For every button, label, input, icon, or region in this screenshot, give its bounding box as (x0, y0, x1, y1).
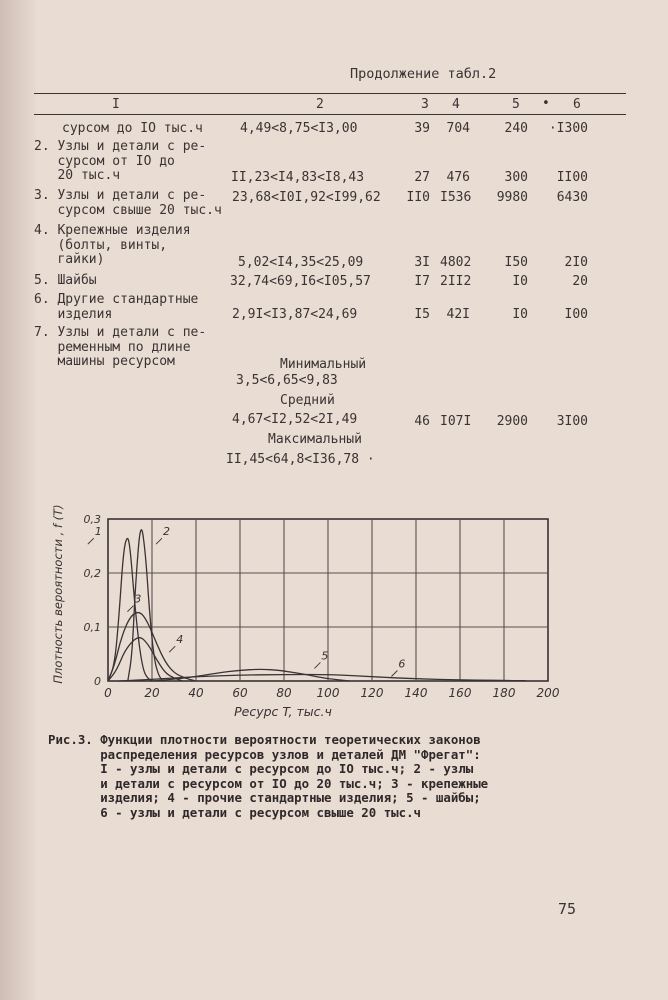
col-header-3: 3 (421, 97, 429, 112)
row2-interval: II,23<I4,83<I8,43 (231, 170, 365, 185)
plot-frame (108, 519, 548, 681)
y-tick-label: 0 (94, 675, 101, 688)
row5-label: 5. Шайбы (34, 273, 97, 288)
x-tick-label: 200 (536, 686, 560, 700)
curve-label-2: 2 (163, 525, 170, 539)
col-header-5: 5 (512, 97, 520, 112)
x-tick-label: 40 (188, 686, 204, 700)
x-tick-label: 140 (404, 686, 428, 700)
series-curve-5 (152, 669, 350, 681)
x-tick-label: 120 (360, 686, 384, 700)
row7-mid-c5: 2900 (496, 414, 528, 429)
row7-label-c: машины ресурсом (34, 354, 175, 369)
curve-leader-2 (156, 538, 162, 544)
row7-label-b: ременным по длине (34, 340, 191, 355)
row3-label-a: 3. Узлы и детали с ре- (34, 188, 207, 203)
row1-interval: 4,49<8,75<I3,00 (240, 121, 358, 136)
figure-caption: Рис.3. Функции плотности вероятности теоретических законов распределения ресурсов узлов и деталей ДМ "Фрегат": I - узлы и детали с ресурсом до IO тыс.ч; 2 - узлы и детали с ресурсом от IO до 20 тыс.ч; 3 - крепежные изделия; 4 - прочие стандартные изделия; 5 - шайбы; 6 - узлы и детали с ресурсом свыше 20 тыс.ч (48, 732, 489, 820)
row7-label-a: 7. Узлы и детали с пе- (34, 325, 207, 340)
row4-c5: I50 (504, 255, 528, 270)
table-top-rule (34, 93, 626, 94)
curve-leader-6 (391, 671, 397, 677)
row1-c6: ·I300 (548, 121, 588, 136)
row7-min-interval: 3,5<6,65<9,83 (236, 373, 338, 388)
row3-c4: I536 (440, 190, 472, 205)
row1-label: сурсом до IO тыс.ч (62, 121, 203, 136)
row6-c5: I0 (512, 307, 528, 322)
row4-c6: 2I0 (564, 255, 588, 270)
row2-label-b: сурсом от IO до (34, 154, 175, 169)
row5-c4: 2II2 (440, 274, 472, 289)
row1-c3: 39 (414, 121, 430, 136)
row7-mid-c6: 3I00 (556, 414, 588, 429)
row2-c3: 27 (414, 170, 430, 185)
curve-label-4: 4 (176, 633, 184, 647)
curve-label-6: 6 (398, 657, 406, 671)
row6-interval: 2,9I<I3,87<24,69 (232, 307, 358, 322)
curve-leader-5 (314, 662, 320, 668)
series-curve-4 (108, 638, 183, 681)
continuation-label: Продолжение табл.2 (350, 66, 497, 82)
col-header-1: I (112, 97, 120, 112)
row4-interval: 5,02<I4,35<25,09 (238, 255, 364, 270)
page-binding-shadow (0, 0, 38, 1000)
row7-mid-label: Средний (280, 393, 335, 408)
col-header-dot: • (542, 96, 550, 111)
curve-label-5: 5 (321, 649, 329, 663)
row4-label-a: 4. Крепежные изделия (34, 223, 191, 238)
row7-mid-c3: 46 (414, 414, 430, 429)
x-tick-label: 180 (492, 686, 516, 700)
row7-max-label: Максимальный (268, 432, 362, 447)
y-axis-label: Плотность вероятности , f (T) (51, 504, 65, 684)
row3-c5: 9980 (496, 190, 528, 205)
page-number: 75 (558, 900, 577, 918)
row4-label-c: гайки) (34, 252, 105, 267)
row6-c4: 42I (446, 307, 470, 322)
curve-label-3: 3 (134, 592, 142, 606)
curve-leader-4 (169, 646, 175, 652)
col-header-2: 2 (316, 97, 324, 112)
row2-label-c: 20 тыс.ч (34, 168, 121, 183)
row6-label-a: 6. Другие стандартные (34, 292, 199, 307)
row2-c4: 476 (446, 170, 470, 185)
x-tick-label: 0 (104, 686, 112, 700)
col-header-4: 4 (452, 97, 460, 112)
row7-mid-c4: I07I (440, 414, 472, 429)
series-curve-2 (128, 530, 163, 681)
row6-c6: I00 (564, 307, 588, 322)
row4-c4: 4802 (440, 255, 472, 270)
col-header-6: 6 (573, 97, 581, 112)
x-tick-label: 60 (232, 686, 248, 700)
x-tick-label: 80 (276, 686, 292, 700)
table-header-rule (34, 114, 626, 115)
y-tick-label: 0,2 (83, 567, 101, 580)
y-tick-label: 0,3 (83, 513, 101, 526)
x-tick-label: 100 (316, 686, 340, 700)
row2-c5: 300 (504, 170, 528, 185)
curve-label-1: 1 (94, 525, 102, 539)
y-tick-label: 0,1 (83, 621, 101, 634)
x-tick-label: 160 (448, 686, 472, 700)
series-curve-3 (108, 613, 196, 681)
row2-label-a: 2. Узлы и детали с ре- (34, 139, 207, 154)
x-axis-label: Ресурс T, тыс.ч (234, 704, 332, 719)
row3-c3: II0 (406, 190, 430, 205)
series-curve-6 (119, 675, 526, 682)
row3-c6: 6430 (556, 190, 588, 205)
row6-c3: I5 (414, 307, 430, 322)
row3-label-b: сурсом свыше 20 тыс.ч (34, 203, 222, 218)
row7-mid-interval: 4,67<I2,52<2I,49 (232, 412, 358, 427)
row3-interval: 23,68<I0I,92<I99,62 (232, 190, 381, 205)
row5-c5: I0 (512, 274, 528, 289)
curve-leader-1 (88, 538, 94, 544)
row5-interval: 32,74<69,I6<I05,57 (230, 274, 371, 289)
row4-c3: 3I (414, 255, 430, 270)
row6-label-b: изделия (34, 307, 113, 322)
x-tick-label: 20 (144, 686, 160, 700)
row1-c4: 704 (446, 121, 470, 136)
row1-c5: 240 (504, 121, 528, 136)
curve-leader-3 (127, 606, 133, 612)
row5-c6: 20 (572, 274, 588, 289)
row2-c6: II00 (556, 170, 588, 185)
row7-max-interval: II,45<64,8<I36,78 · (226, 452, 375, 467)
row5-c3: I7 (414, 274, 430, 289)
series-curve-1 (108, 538, 152, 681)
row7-min-label: Минимальный (280, 357, 367, 372)
row4-label-b: (болты, винты, (34, 238, 168, 253)
